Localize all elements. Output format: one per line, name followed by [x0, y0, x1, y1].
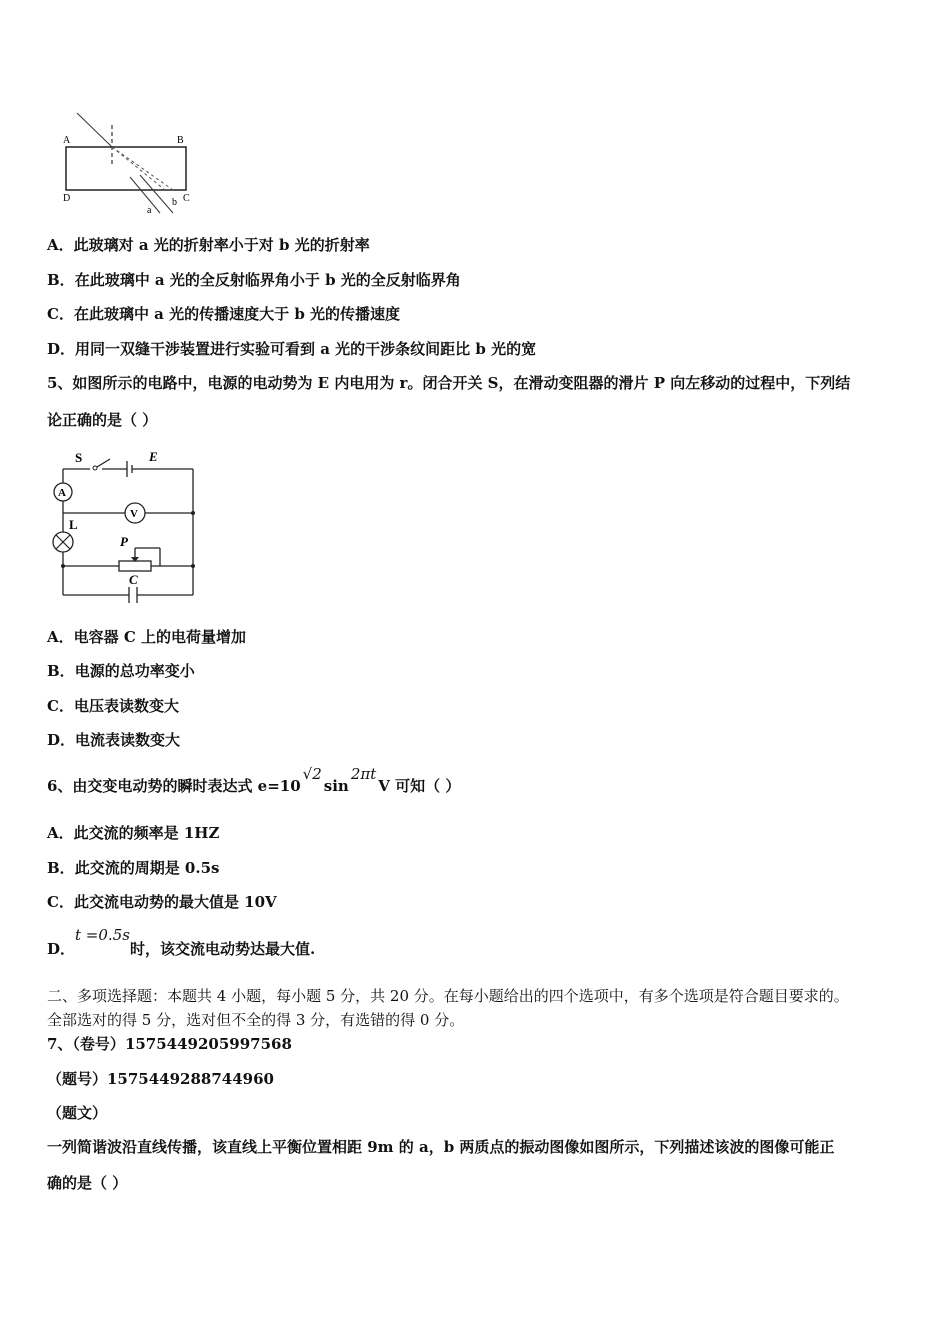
q5-option-a: A．电容器 C 上的电荷量增加 [47, 628, 247, 646]
q6-option-b: B．此交流的周期是 0.5s [47, 859, 220, 877]
q7-tihao: （题号）1575449288744960 [47, 1070, 274, 1088]
q5-option-c: C．电压表读数变大 [47, 697, 179, 715]
phase-arg: 2πt [350, 765, 377, 783]
refracted-ray-a [112, 147, 165, 190]
label-b: b [172, 197, 177, 208]
section2-line2: 全部选对的得 5 分，选对但不全的得 3 分，有选错的得 0 分。 [47, 1011, 465, 1029]
q5-option-b: B．电源的总功率变小 [47, 662, 195, 680]
label-L: L [69, 517, 78, 532]
q5-stem-line2: 论正确的是（ ） [47, 411, 158, 429]
label-C: C [183, 193, 190, 204]
q7-stem-line2: 确的是（ ） [47, 1174, 128, 1192]
junction-dot [191, 564, 195, 568]
label-ammeter: A [58, 487, 66, 499]
glass-block [66, 147, 186, 190]
circuit-figure [45, 445, 205, 607]
q7-stem-line1: 一列简谐波沿直线传播，该直线上平衡位置相距 9m 的 a，b 两质点的振动图像如图所示，下列描述该波的图像可能正 [47, 1138, 835, 1156]
label-A: A [63, 135, 71, 146]
q6-stem: 6、由交变电动势的瞬时表达式 e=10√2sin2πtV 可知（ ） [47, 765, 461, 795]
exit-ray-b [140, 175, 173, 213]
label-C: C [129, 572, 138, 587]
switch-pivot [93, 466, 97, 470]
label-P: P [120, 534, 128, 549]
junction-dot [61, 564, 65, 568]
q6-option-c: C．此交流电动势的最大值是 10V [47, 893, 277, 911]
label-voltmeter: V [130, 508, 138, 520]
label-B: B [177, 135, 184, 146]
q7-tiwen: （题文） [47, 1104, 108, 1122]
label-E: E [149, 449, 158, 464]
refracted-ray-b [112, 147, 173, 190]
q5-stem-line1: 5、如图所示的电路中，电源的电动势为 E 内电用为 r。闭合开关 S，在滑动变阻器的滑片 P 向左移动的过程中，下列结 [47, 374, 851, 392]
q4-option-b: B．在此玻璃中 a 光的全反射临界角小于 b 光的全反射临界角 [47, 271, 461, 289]
label-a: a [147, 205, 152, 216]
glass-block-figure [55, 105, 205, 220]
q7-juanhao: 7、（卷号）1575449205997568 [47, 1035, 292, 1053]
q4-option-c: C．在此玻璃中 a 光的传播速度大于 b 光的传播速度 [47, 305, 401, 323]
q6-option-a: A．此交流的频率是 1HZ [47, 824, 220, 842]
junction-dot [191, 511, 195, 515]
section2-line1: 二、多项选择题：本题共 4 小题，每小题 5 分，共 20 分。在每小题给出的四个选项中，有多个选项是符合题目要求的。 [47, 987, 849, 1005]
q6-option-d: D．t =0.5s时，该交流电动势达最大值. [47, 926, 316, 958]
label-D: D [63, 193, 71, 204]
label-S: S [75, 450, 83, 465]
q4-option-a: A．此玻璃对 a 光的折射率小于对 b 光的折射率 [47, 236, 370, 254]
q4-option-d: D．用同一双缝干涉装置进行实验可看到 a 光的干涉条纹间距比 b 光的宽 [47, 340, 537, 358]
time-expression: t =0.5s [75, 926, 130, 944]
incident-ray [77, 113, 112, 147]
sqrt-two: √2 [302, 765, 322, 783]
rheostat-symbol [119, 561, 151, 571]
q5-option-d: D．电流表读数变大 [47, 731, 181, 749]
